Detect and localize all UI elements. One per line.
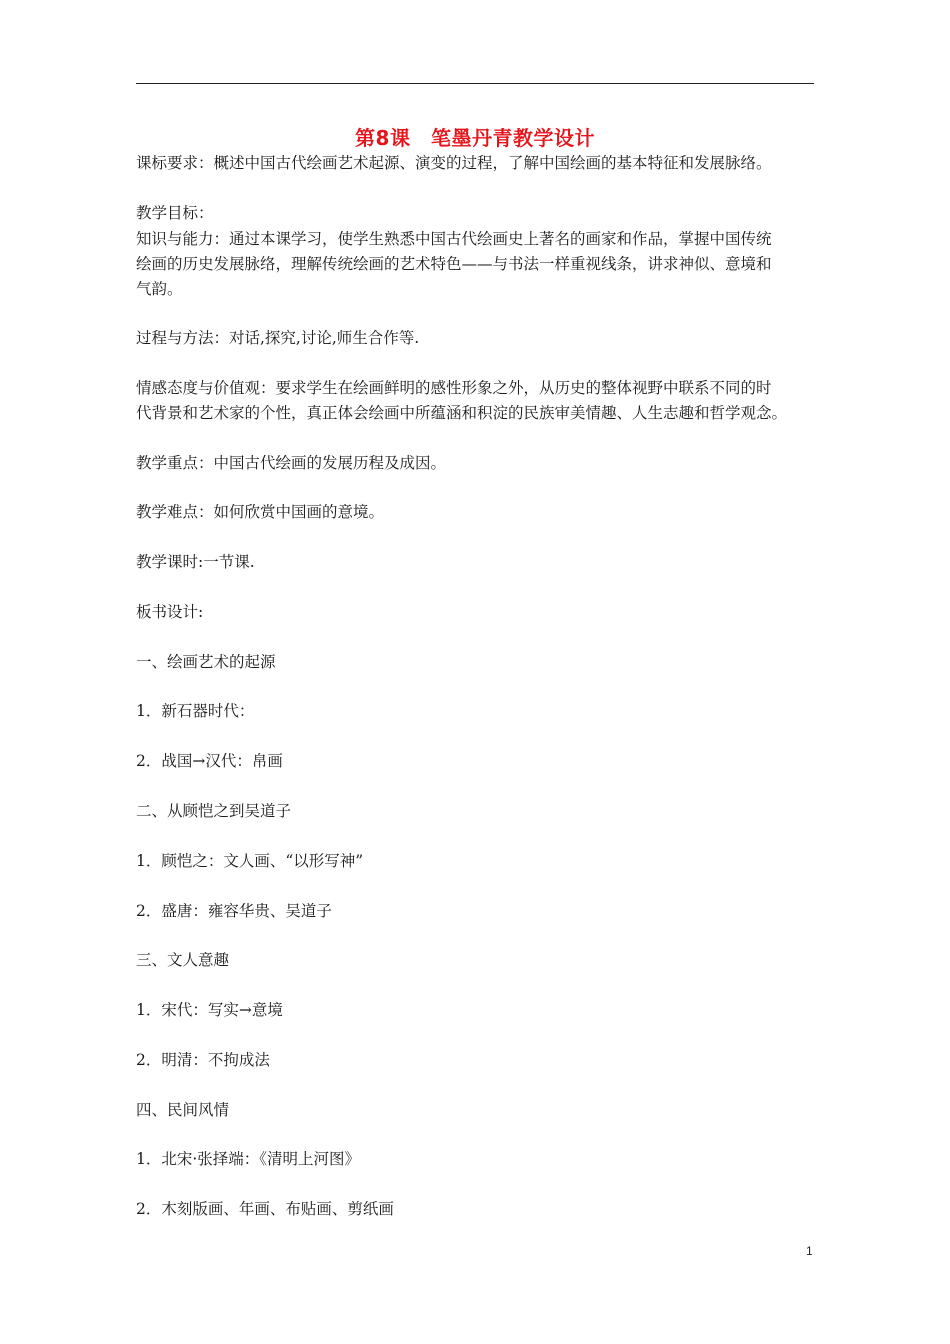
teaching-key-point: 教学重点：中国古代绘画的发展历程及成因。 bbox=[136, 454, 447, 472]
outline-section-1: 一、绘画艺术的起源 bbox=[136, 653, 276, 671]
knowledge-ability-line-2: 绘画的历史发展脉络，理解传统绘画的艺术特色——与书法一样重视线条，讲求神似、意境和 bbox=[136, 255, 772, 273]
class-hours: 教学课时:一节课. bbox=[136, 553, 255, 571]
outline-item-1-2: 2．战国→汉代：帛画 bbox=[136, 752, 283, 770]
outline-item-3-2: 2．明清：不拘成法 bbox=[136, 1051, 270, 1069]
outline-section-2: 二、从顾恺之到吴道子 bbox=[136, 802, 292, 820]
page-number: 1 bbox=[806, 1244, 813, 1258]
emotion-values-line-2: 代背景和艺术家的个性，真正体会绘画中所蕴涵和积淀的民族审美情趣、人生志趣和哲学观念。 bbox=[136, 404, 788, 422]
header-rule bbox=[136, 83, 814, 84]
outline-item-2-2: 2．盛唐：雍容华贵、吴道子 bbox=[136, 902, 332, 920]
board-design-heading: 板书设计: bbox=[136, 603, 204, 621]
knowledge-ability-line-3: 气韵。 bbox=[136, 280, 183, 298]
outline-item-2-1: 1．顾恺之：文人画、“以形写神” bbox=[136, 852, 364, 870]
teaching-objectives-heading: 教学目标： bbox=[136, 204, 214, 222]
process-method: 过程与方法：对话,探究,讨论,师生合作等. bbox=[136, 329, 420, 347]
teaching-difficulty: 教学难点：如何欣赏中国画的意境。 bbox=[136, 503, 385, 521]
knowledge-ability-line-1: 知识与能力：通过本课学习，使学生熟悉中国古代绘画史上著名的画家和作品，掌握中国传统 bbox=[136, 230, 772, 248]
document-title: 第8课 笔墨丹青教学设计 bbox=[355, 126, 595, 150]
outline-section-4: 四、民间风情 bbox=[136, 1101, 230, 1119]
outline-section-3: 三、文人意趣 bbox=[136, 951, 230, 969]
outline-item-4-1: 1．北宋·张择端：《清明上河图》 bbox=[136, 1150, 361, 1168]
outline-item-1-1: 1．新石器时代： bbox=[136, 702, 255, 720]
curriculum-requirement: 课标要求：概述中国古代绘画艺术起源、演变的过程，了解中国绘画的基本特征和发展脉络。 bbox=[136, 154, 772, 172]
outline-item-4-2: 2．木刻版画、年画、布贴画、剪纸画 bbox=[136, 1200, 394, 1218]
outline-item-3-1: 1．宋代：写实→意境 bbox=[136, 1001, 283, 1019]
emotion-values-line-1: 情感态度与价值观：要求学生在绘画鲜明的感性形象之外，从历史的整体视野中联系不同的时 bbox=[136, 379, 772, 397]
